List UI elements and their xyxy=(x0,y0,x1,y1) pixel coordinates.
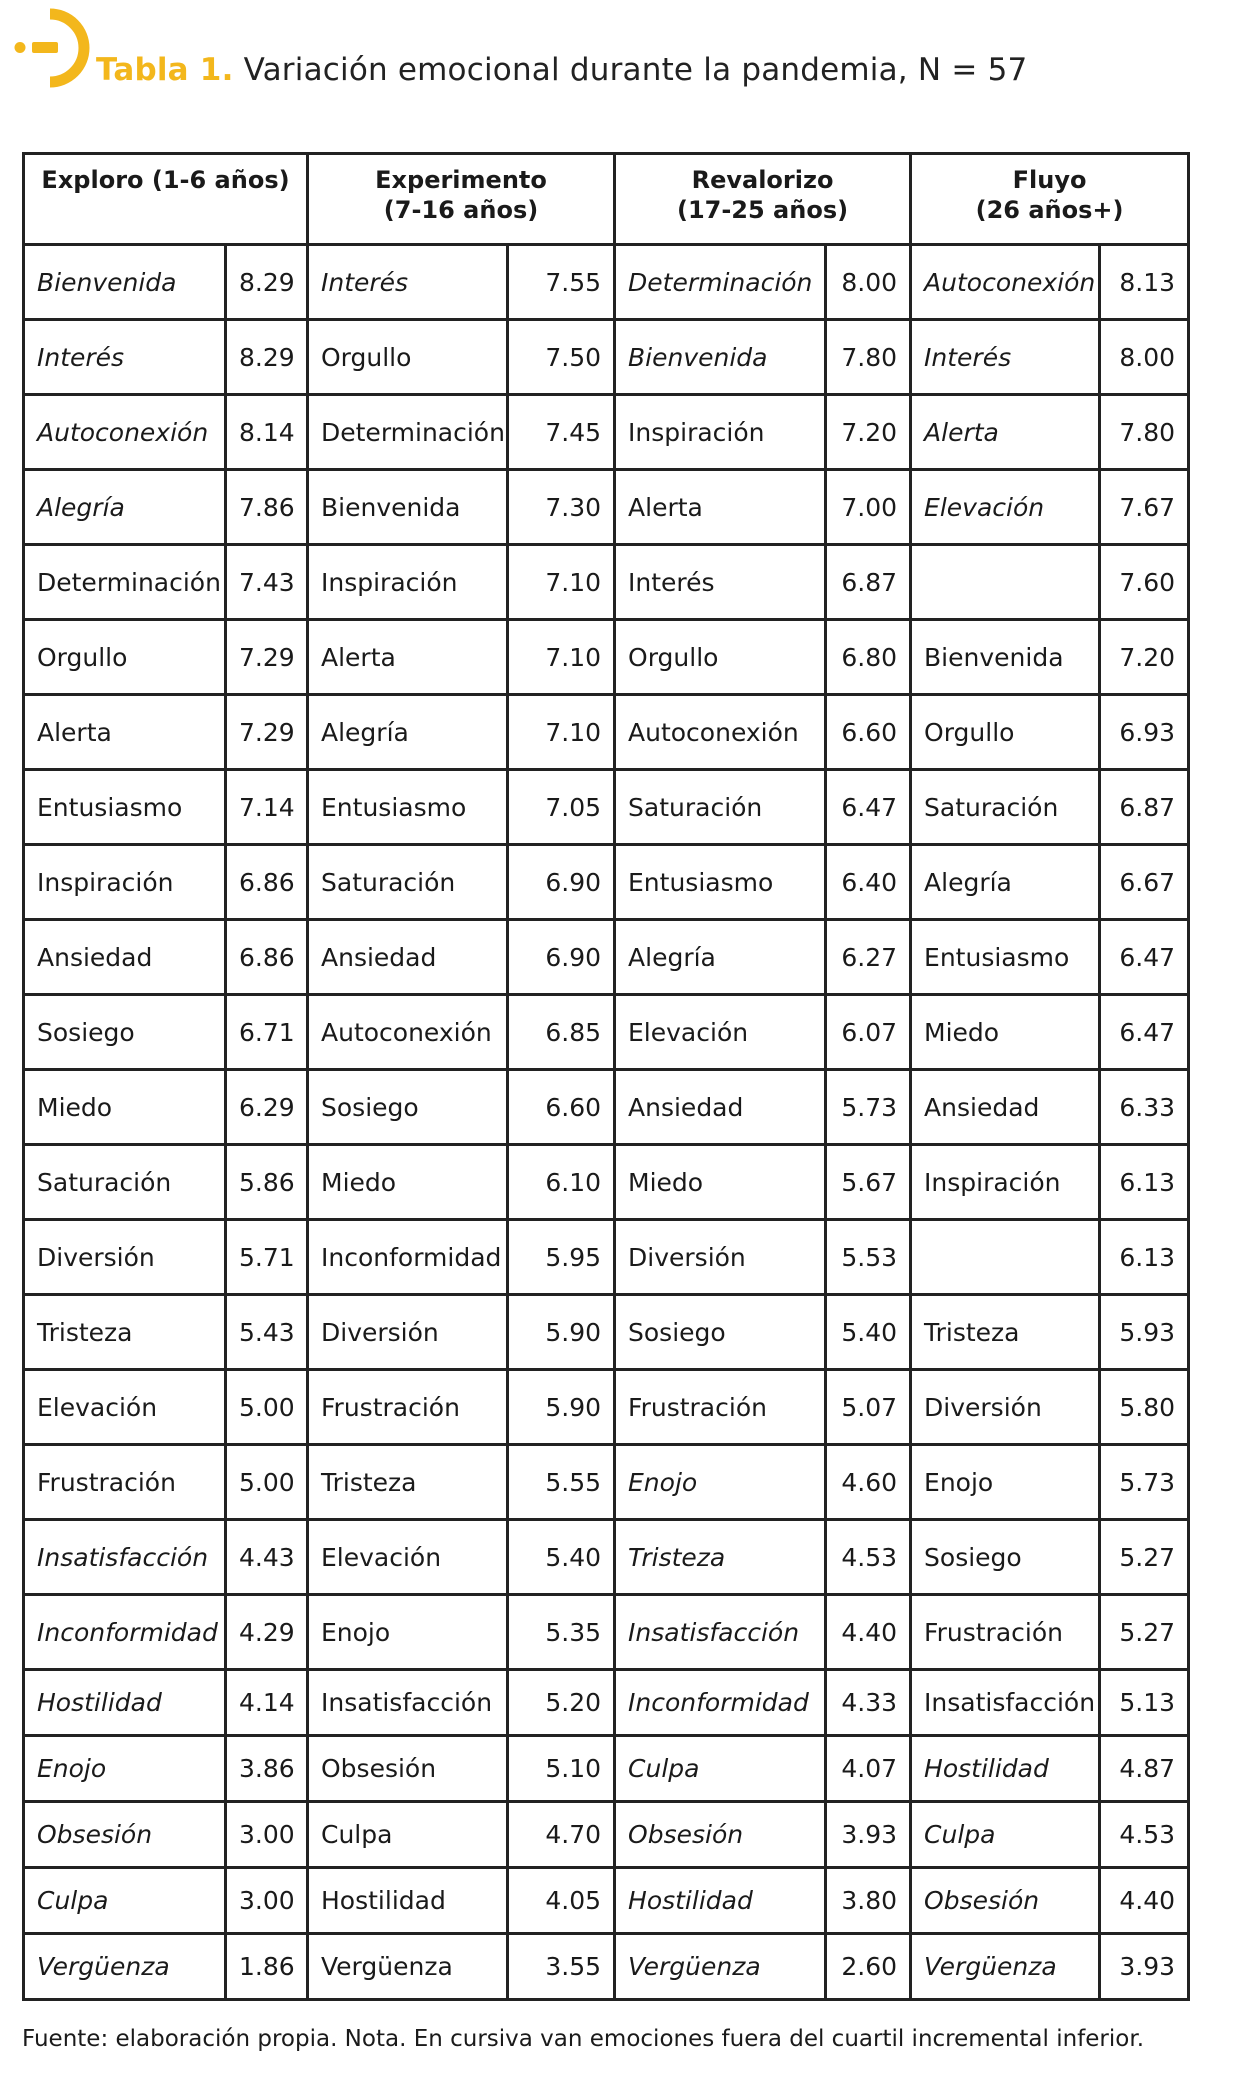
emotion-name-experimento: Elevación xyxy=(308,1520,508,1595)
emotion-name-fluyo: Orgullo xyxy=(911,695,1100,770)
emotion-value-experimento: 7.10 xyxy=(508,620,615,695)
table-title xyxy=(96,52,1027,88)
emotion-name-fluyo: Insatisfacción xyxy=(911,1670,1100,1736)
emotion-name-revalorizo: Saturación xyxy=(615,770,826,845)
emotion-name-experimento: Obsesión xyxy=(308,1736,508,1802)
emotion-name-experimento: Bienvenida xyxy=(308,470,508,545)
emotion-value-exploro: 5.00 xyxy=(226,1370,308,1445)
emotion-value-revalorizo: 7.80 xyxy=(826,320,911,395)
table-row xyxy=(24,1595,1189,1670)
emotion-value-fluyo: 5.13 xyxy=(1100,1670,1189,1736)
emotion-value-exploro: 4.29 xyxy=(226,1595,308,1670)
emotion-name-exploro: Interés xyxy=(24,320,226,395)
emotion-name-fluyo: Saturación xyxy=(911,770,1100,845)
emotion-name-exploro: Saturación xyxy=(24,1145,226,1220)
emotion-value-experimento: 3.55 xyxy=(508,1934,615,2000)
emotion-name-revalorizo: Alerta xyxy=(615,470,826,545)
emotion-value-revalorizo: 4.40 xyxy=(826,1595,911,1670)
emotion-value-experimento: 5.35 xyxy=(508,1595,615,1670)
emotion-name-revalorizo: Culpa xyxy=(615,1736,826,1802)
emotion-name-revalorizo: Inconformidad xyxy=(615,1670,826,1736)
emotion-value-revalorizo: 4.07 xyxy=(826,1736,911,1802)
emotion-name-exploro: Insatisfacción xyxy=(24,1520,226,1595)
emotion-value-fluyo: 7.67 xyxy=(1100,470,1189,545)
table-number: Tabla 1. xyxy=(96,52,234,88)
emotion-value-experimento: 7.10 xyxy=(508,545,615,620)
emotion-value-revalorizo: 5.40 xyxy=(826,1295,911,1370)
emotion-name-exploro: Inconformidad xyxy=(24,1595,226,1670)
emotion-name-revalorizo: Ansiedad xyxy=(615,1070,826,1145)
emotion-value-fluyo: 5.27 xyxy=(1100,1520,1189,1595)
emotion-value-exploro: 3.86 xyxy=(226,1736,308,1802)
emotion-value-experimento: 6.90 xyxy=(508,920,615,995)
emotion-name-fluyo: Bienvenida xyxy=(911,620,1100,695)
emotion-name-fluyo: Hostilidad xyxy=(911,1736,1100,1802)
emotion-name-revalorizo: Entusiasmo xyxy=(615,845,826,920)
emotion-value-exploro: 7.14 xyxy=(226,770,308,845)
header-row xyxy=(24,154,1189,245)
emotion-value-fluyo: 6.47 xyxy=(1100,920,1189,995)
emotion-value-experimento: 5.95 xyxy=(508,1220,615,1295)
emotion-value-experimento: 5.10 xyxy=(508,1736,615,1802)
emotion-name-fluyo xyxy=(911,545,1100,620)
emotion-name-exploro: Alerta xyxy=(24,695,226,770)
emotion-name-fluyo: Inspiración xyxy=(911,1145,1100,1220)
emotion-name-revalorizo: Bienvenida xyxy=(615,320,826,395)
table-row xyxy=(24,1445,1189,1520)
emotion-value-revalorizo: 6.47 xyxy=(826,770,911,845)
source-note: Fuente: elaboración propia. Nota. En cursiva van emociones fuera del cuartil incremental inferior. xyxy=(22,2026,1145,2052)
emotion-name-exploro: Orgullo xyxy=(24,620,226,695)
emotion-name-experimento: Tristeza xyxy=(308,1445,508,1520)
table-title-text: Variación emocional durante la pandemia, N = 57 xyxy=(243,52,1028,88)
emotion-value-exploro: 5.86 xyxy=(226,1145,308,1220)
table-row xyxy=(24,1070,1189,1145)
emotion-value-experimento: 7.55 xyxy=(508,245,615,320)
emotion-value-revalorizo: 8.00 xyxy=(826,245,911,320)
table-row xyxy=(24,1736,1189,1802)
emotion-name-exploro: Miedo xyxy=(24,1070,226,1145)
emotion-value-experimento: 7.45 xyxy=(508,395,615,470)
table-row xyxy=(24,470,1189,545)
emotion-value-exploro: 4.43 xyxy=(226,1520,308,1595)
emotion-value-exploro: 7.86 xyxy=(226,470,308,545)
emotion-value-exploro: 7.29 xyxy=(226,695,308,770)
emotion-value-experimento: 7.50 xyxy=(508,320,615,395)
emotion-name-fluyo: Obsesión xyxy=(911,1868,1100,1934)
table-row xyxy=(24,1802,1189,1868)
emotion-name-revalorizo: Alegría xyxy=(615,920,826,995)
emotion-value-experimento: 5.55 xyxy=(508,1445,615,1520)
emotion-name-fluyo xyxy=(911,1220,1100,1295)
emotion-value-revalorizo: 6.60 xyxy=(826,695,911,770)
emotion-value-exploro: 8.29 xyxy=(226,320,308,395)
table-row xyxy=(24,1145,1189,1220)
emotion-name-experimento: Interés xyxy=(308,245,508,320)
emotion-value-exploro: 5.00 xyxy=(226,1445,308,1520)
table-row xyxy=(24,1370,1189,1445)
table-row xyxy=(24,1670,1189,1736)
emotion-name-fluyo: Vergüenza xyxy=(911,1934,1100,2000)
emotion-name-revalorizo: Orgullo xyxy=(615,620,826,695)
emotion-name-experimento: Autoconexión xyxy=(308,995,508,1070)
emotion-value-experimento: 5.20 xyxy=(508,1670,615,1736)
emotion-name-experimento: Determinación xyxy=(308,395,508,470)
emotion-value-fluyo: 4.53 xyxy=(1100,1802,1189,1868)
emotion-value-fluyo: 7.20 xyxy=(1100,620,1189,695)
emotion-value-exploro: 8.14 xyxy=(226,395,308,470)
emotion-name-fluyo: Miedo xyxy=(911,995,1100,1070)
emotion-name-exploro: Ansiedad xyxy=(24,920,226,995)
emotion-name-experimento: Vergüenza xyxy=(308,1934,508,2000)
table-row xyxy=(24,545,1189,620)
emotion-value-revalorizo: 7.20 xyxy=(826,395,911,470)
emotion-name-revalorizo: Diversión xyxy=(615,1220,826,1295)
emotion-value-revalorizo: 4.60 xyxy=(826,1445,911,1520)
emotion-name-fluyo: Diversión xyxy=(911,1370,1100,1445)
emotion-value-fluyo: 5.80 xyxy=(1100,1370,1189,1445)
emotion-value-exploro: 7.29 xyxy=(226,620,308,695)
emotion-name-fluyo: Elevación xyxy=(911,470,1100,545)
emotion-name-exploro: Hostilidad xyxy=(24,1670,226,1736)
table-row xyxy=(24,770,1189,845)
emotion-value-fluyo: 6.67 xyxy=(1100,845,1189,920)
emotion-name-revalorizo: Elevación xyxy=(615,995,826,1070)
emotion-name-fluyo: Interés xyxy=(911,320,1100,395)
emotion-value-experimento: 5.90 xyxy=(508,1370,615,1445)
table-row xyxy=(24,620,1189,695)
emotion-value-exploro: 5.71 xyxy=(226,1220,308,1295)
emotion-name-exploro: Alegría xyxy=(24,470,226,545)
emotion-value-fluyo: 6.87 xyxy=(1100,770,1189,845)
emotion-value-revalorizo: 4.53 xyxy=(826,1520,911,1595)
table-row xyxy=(24,1295,1189,1370)
emotion-value-exploro: 3.00 xyxy=(226,1868,308,1934)
table-body xyxy=(24,245,1189,2000)
emotion-name-revalorizo: Insatisfacción xyxy=(615,1595,826,1670)
emotion-value-revalorizo: 3.93 xyxy=(826,1802,911,1868)
emotion-name-revalorizo: Frustración xyxy=(615,1370,826,1445)
emotion-value-experimento: 5.90 xyxy=(508,1295,615,1370)
emotion-value-revalorizo: 5.07 xyxy=(826,1370,911,1445)
emotion-value-revalorizo: 3.80 xyxy=(826,1868,911,1934)
emotion-name-experimento: Entusiasmo xyxy=(308,770,508,845)
emotion-value-revalorizo: 7.00 xyxy=(826,470,911,545)
emotion-name-fluyo: Alegría xyxy=(911,845,1100,920)
emotion-name-revalorizo: Miedo xyxy=(615,1145,826,1220)
table-row xyxy=(24,920,1189,995)
table-row xyxy=(24,1520,1189,1595)
emotion-name-experimento: Orgullo xyxy=(308,320,508,395)
emotion-name-fluyo: Autoconexión xyxy=(911,245,1100,320)
emotion-value-exploro: 6.86 xyxy=(226,845,308,920)
emotion-value-fluyo: 6.93 xyxy=(1100,695,1189,770)
emotion-name-exploro: Autoconexión xyxy=(24,395,226,470)
emotion-value-experimento: 6.90 xyxy=(508,845,615,920)
emotion-value-fluyo: 6.13 xyxy=(1100,1145,1189,1220)
emotion-name-exploro: Inspiración xyxy=(24,845,226,920)
emotion-value-experimento: 4.70 xyxy=(508,1802,615,1868)
table-row xyxy=(24,320,1189,395)
emotion-value-fluyo: 6.47 xyxy=(1100,995,1189,1070)
emotion-name-exploro: Sosiego xyxy=(24,995,226,1070)
emotion-value-experimento: 7.05 xyxy=(508,770,615,845)
emotion-name-revalorizo: Determinación xyxy=(615,245,826,320)
emotion-name-fluyo: Tristeza xyxy=(911,1295,1100,1370)
emotion-name-experimento: Saturación xyxy=(308,845,508,920)
emotion-value-experimento: 5.40 xyxy=(508,1520,615,1595)
emotion-value-fluyo: 3.93 xyxy=(1100,1934,1189,2000)
emotion-name-revalorizo: Autoconexión xyxy=(615,695,826,770)
emotion-name-fluyo: Culpa xyxy=(911,1802,1100,1868)
emotion-value-exploro: 8.29 xyxy=(226,245,308,320)
emotion-name-revalorizo: Tristeza xyxy=(615,1520,826,1595)
emotion-name-revalorizo: Vergüenza xyxy=(615,1934,826,2000)
emotion-value-revalorizo: 6.07 xyxy=(826,995,911,1070)
emotion-name-exploro: Bienvenida xyxy=(24,245,226,320)
emotion-name-experimento: Culpa xyxy=(308,1802,508,1868)
emotion-value-experimento: 4.05 xyxy=(508,1868,615,1934)
emotion-value-fluyo: 6.13 xyxy=(1100,1220,1189,1295)
emotion-name-experimento: Frustración xyxy=(308,1370,508,1445)
emotion-value-experimento: 6.85 xyxy=(508,995,615,1070)
emotion-value-revalorizo: 5.53 xyxy=(826,1220,911,1295)
column-header-experimento: Experimento (7-16 años) xyxy=(308,154,615,245)
emotion-value-exploro: 6.86 xyxy=(226,920,308,995)
emotion-name-exploro: Diversión xyxy=(24,1220,226,1295)
emotion-name-revalorizo: Interés xyxy=(615,545,826,620)
emotion-name-exploro: Vergüenza xyxy=(24,1934,226,2000)
emotion-value-exploro: 5.43 xyxy=(226,1295,308,1370)
emotion-name-revalorizo: Hostilidad xyxy=(615,1868,826,1934)
emotion-value-exploro: 6.71 xyxy=(226,995,308,1070)
emotion-name-experimento: Diversión xyxy=(308,1295,508,1370)
emotion-value-revalorizo: 5.67 xyxy=(826,1145,911,1220)
emotion-value-fluyo: 8.00 xyxy=(1100,320,1189,395)
emotion-value-revalorizo: 6.40 xyxy=(826,845,911,920)
column-header-exploro: Exploro (1-6 años) xyxy=(24,154,308,245)
emotion-name-exploro: Determinación xyxy=(24,545,226,620)
emotion-name-fluyo: Enojo xyxy=(911,1445,1100,1520)
emotion-value-fluyo: 6.33 xyxy=(1100,1070,1189,1145)
yellow-d-arrow-logo-icon xyxy=(14,8,94,88)
emotion-value-revalorizo: 6.87 xyxy=(826,545,911,620)
table-row xyxy=(24,995,1189,1070)
emotion-name-exploro: Culpa xyxy=(24,1868,226,1934)
emotion-value-fluyo: 4.40 xyxy=(1100,1868,1189,1934)
table-row xyxy=(24,395,1189,470)
emotion-name-exploro: Elevación xyxy=(24,1370,226,1445)
emotion-name-experimento: Inspiración xyxy=(308,545,508,620)
emotion-name-experimento: Sosiego xyxy=(308,1070,508,1145)
table-row xyxy=(24,1220,1189,1295)
emotion-name-fluyo: Alerta xyxy=(911,395,1100,470)
emotion-name-revalorizo: Enojo xyxy=(615,1445,826,1520)
emotion-value-revalorizo: 6.27 xyxy=(826,920,911,995)
emotion-name-exploro: Entusiasmo xyxy=(24,770,226,845)
emotion-value-exploro: 7.43 xyxy=(226,545,308,620)
emotion-name-fluyo: Entusiasmo xyxy=(911,920,1100,995)
emotion-name-exploro: Frustración xyxy=(24,1445,226,1520)
emotion-value-exploro: 1.86 xyxy=(226,1934,308,2000)
emotion-name-revalorizo: Sosiego xyxy=(615,1295,826,1370)
emotion-value-exploro: 4.14 xyxy=(226,1670,308,1736)
emotion-name-experimento: Inconformidad xyxy=(308,1220,508,1295)
emotion-name-fluyo: Ansiedad xyxy=(911,1070,1100,1145)
emotion-name-exploro: Tristeza xyxy=(24,1295,226,1370)
emotion-name-exploro: Obsesión xyxy=(24,1802,226,1868)
column-header-revalorizo: Revalorizo (17-25 años) xyxy=(615,154,911,245)
emotion-value-fluyo: 7.80 xyxy=(1100,395,1189,470)
emotion-value-revalorizo: 5.73 xyxy=(826,1070,911,1145)
emotion-name-experimento: Insatisfacción xyxy=(308,1670,508,1736)
emotion-value-exploro: 3.00 xyxy=(226,1802,308,1868)
emotions-table xyxy=(22,152,1190,2001)
emotion-value-experimento: 7.10 xyxy=(508,695,615,770)
emotion-value-fluyo: 5.93 xyxy=(1100,1295,1189,1370)
emotion-name-experimento: Hostilidad xyxy=(308,1868,508,1934)
table-row xyxy=(24,1868,1189,1934)
emotion-name-revalorizo: Obsesión xyxy=(615,1802,826,1868)
emotion-value-fluyo: 5.27 xyxy=(1100,1595,1189,1670)
emotion-name-fluyo: Sosiego xyxy=(911,1520,1100,1595)
emotion-value-fluyo: 4.87 xyxy=(1100,1736,1189,1802)
emotion-value-exploro: 6.29 xyxy=(226,1070,308,1145)
emotion-value-experimento: 6.60 xyxy=(508,1070,615,1145)
emotion-name-experimento: Alerta xyxy=(308,620,508,695)
emotion-name-experimento: Miedo xyxy=(308,1145,508,1220)
emotion-name-experimento: Alegría xyxy=(308,695,508,770)
table-row xyxy=(24,1934,1189,2000)
emotion-value-experimento: 6.10 xyxy=(508,1145,615,1220)
emotion-name-revalorizo: Inspiración xyxy=(615,395,826,470)
table-row xyxy=(24,245,1189,320)
emotion-value-fluyo: 8.13 xyxy=(1100,245,1189,320)
emotion-value-fluyo: 5.73 xyxy=(1100,1445,1189,1520)
emotion-name-fluyo: Frustración xyxy=(911,1595,1100,1670)
emotion-value-revalorizo: 4.33 xyxy=(826,1670,911,1736)
emotion-name-experimento: Ansiedad xyxy=(308,920,508,995)
emotion-value-experimento: 7.30 xyxy=(508,470,615,545)
column-header-fluyo: Fluyo (26 años+) xyxy=(911,154,1189,245)
emotion-value-fluyo: 7.60 xyxy=(1100,545,1189,620)
table-row xyxy=(24,695,1189,770)
table-row xyxy=(24,845,1189,920)
emotion-name-exploro: Enojo xyxy=(24,1736,226,1802)
emotion-name-experimento: Enojo xyxy=(308,1595,508,1670)
emotion-value-revalorizo: 2.60 xyxy=(826,1934,911,2000)
emotion-value-revalorizo: 6.80 xyxy=(826,620,911,695)
